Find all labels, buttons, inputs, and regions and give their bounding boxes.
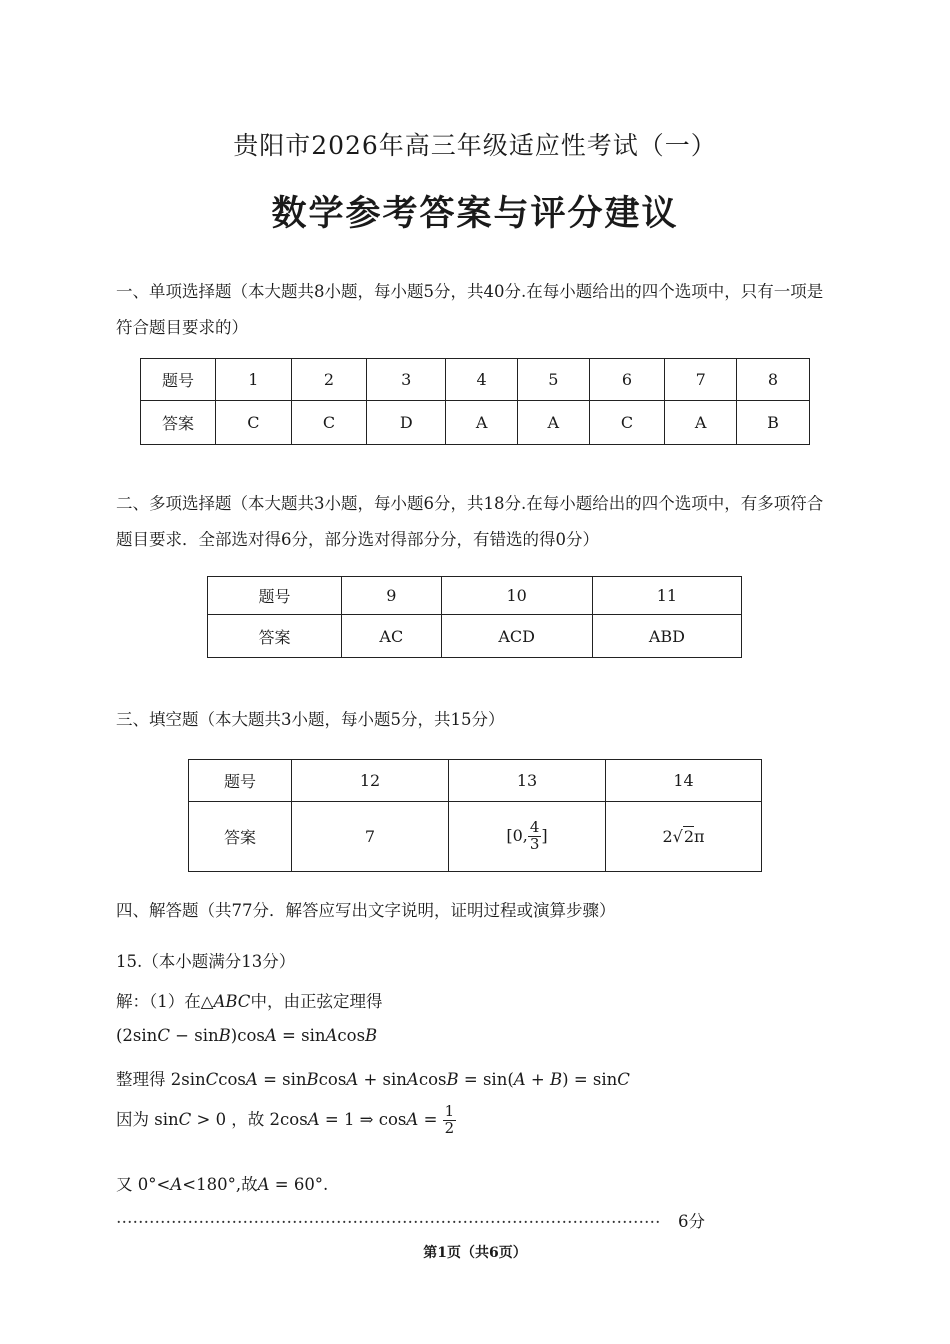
section1-heading: 一、单项选择题（本大题共8小题，每小题5分，共40分.在每小题给出的四个选项中，只有一项是符合题目要求的） — [116, 282, 824, 337]
cell-answer: B — [737, 401, 810, 445]
sqrt-symbol: √ — [672, 827, 683, 846]
cell-number: 2 — [291, 359, 367, 401]
score-marker: 6分 — [678, 1212, 705, 1231]
cell-answer-interval: [0, $\frac{4}{3}$ ] — [449, 802, 606, 872]
cell-answer: ABD — [592, 615, 741, 658]
cell-number: 7 — [665, 359, 737, 401]
cell-answer-radical: 2√2π — [606, 802, 762, 872]
cell-answer: C — [216, 401, 292, 445]
exam-title: 贵阳市2026年高三年级适应性考试（一） — [233, 131, 717, 160]
q15-equation3: 因为 sinC > 0 ，故 2cosA = 1 ⇒ cosA = $\frac{1}{2}$ — [116, 1102, 455, 1137]
cell-number: 13 — [449, 760, 606, 802]
q15-equation2: 整理得 2sinCcosA = sinBcosA + sinAcosB = sin(A + B) = sinC — [116, 1070, 630, 1089]
single-choice-table — [140, 358, 810, 445]
cell-answer: C — [589, 401, 665, 445]
cell-number: 5 — [517, 359, 589, 401]
cell-answer: A — [665, 401, 737, 445]
section4-heading: 四、解答题（共77分．解答应写出文字说明，证明过程或演算步骤） — [116, 901, 616, 920]
row-label-number: 题号 — [208, 577, 342, 615]
cell-number: 12 — [292, 760, 449, 802]
cell-answer: A — [446, 401, 518, 445]
row-label-number: 题号 — [141, 359, 216, 401]
score-leader-dots: ……………………………………………………………………………………… — [116, 1208, 661, 1227]
cell-answer: ACD — [441, 615, 592, 658]
triangle-symbol: △ — [200, 992, 214, 1011]
q15-equation4: 又 0°<A<180°,故A = 60°. — [116, 1175, 329, 1194]
cell-number: 11 — [592, 577, 741, 615]
cell-number: 3 — [367, 359, 446, 401]
fraction: $\frac{1}{2}$ — [444, 1102, 455, 1137]
row-label-answer: 答案 — [189, 802, 292, 872]
cell-answer: AC — [342, 615, 442, 658]
cell-number: 1 — [216, 359, 292, 401]
row-label-answer: 答案 — [208, 615, 342, 658]
section3-heading: 三、填空题（本大题共3小题，每小题5分，共15分） — [116, 710, 505, 729]
q15-equation1: (2sinC − sinB)cosA = sinAcosB — [116, 1026, 378, 1045]
fill-blank-table — [188, 759, 762, 872]
row-label-number: 题号 — [189, 760, 292, 802]
multi-choice-table — [207, 576, 742, 658]
cell-number: 6 — [589, 359, 665, 401]
fraction: $\frac{4}{3}$ — [529, 818, 540, 853]
cell-answer: D — [367, 401, 446, 445]
question15-title: 15.（本小题满分13分） — [116, 952, 296, 971]
cell-answer: A — [517, 401, 589, 445]
cell-answer: 7 — [292, 802, 449, 872]
row-label-answer: 答案 — [141, 401, 216, 445]
cell-number: 8 — [737, 359, 810, 401]
page-footer: 第1页（共6页） — [423, 1245, 527, 1261]
cell-number: 14 — [606, 760, 762, 802]
q15-step1: 解：（1）在△ABC中，由正弦定理得 — [116, 992, 383, 1011]
cell-answer: C — [291, 401, 367, 445]
cell-number: 10 — [441, 577, 592, 615]
answer-key-title: 数学参考答案与评分建议 — [271, 193, 679, 234]
cell-number: 4 — [446, 359, 518, 401]
cell-number: 9 — [342, 577, 442, 615]
section2-heading: 二、多项选择题（本大题共3小题，每小题6分，共18分.在每小题给出的四个选项中，有多项符合题目要求．全部选对得6分，部分选对得部分分，有错选的得0分） — [116, 494, 824, 549]
